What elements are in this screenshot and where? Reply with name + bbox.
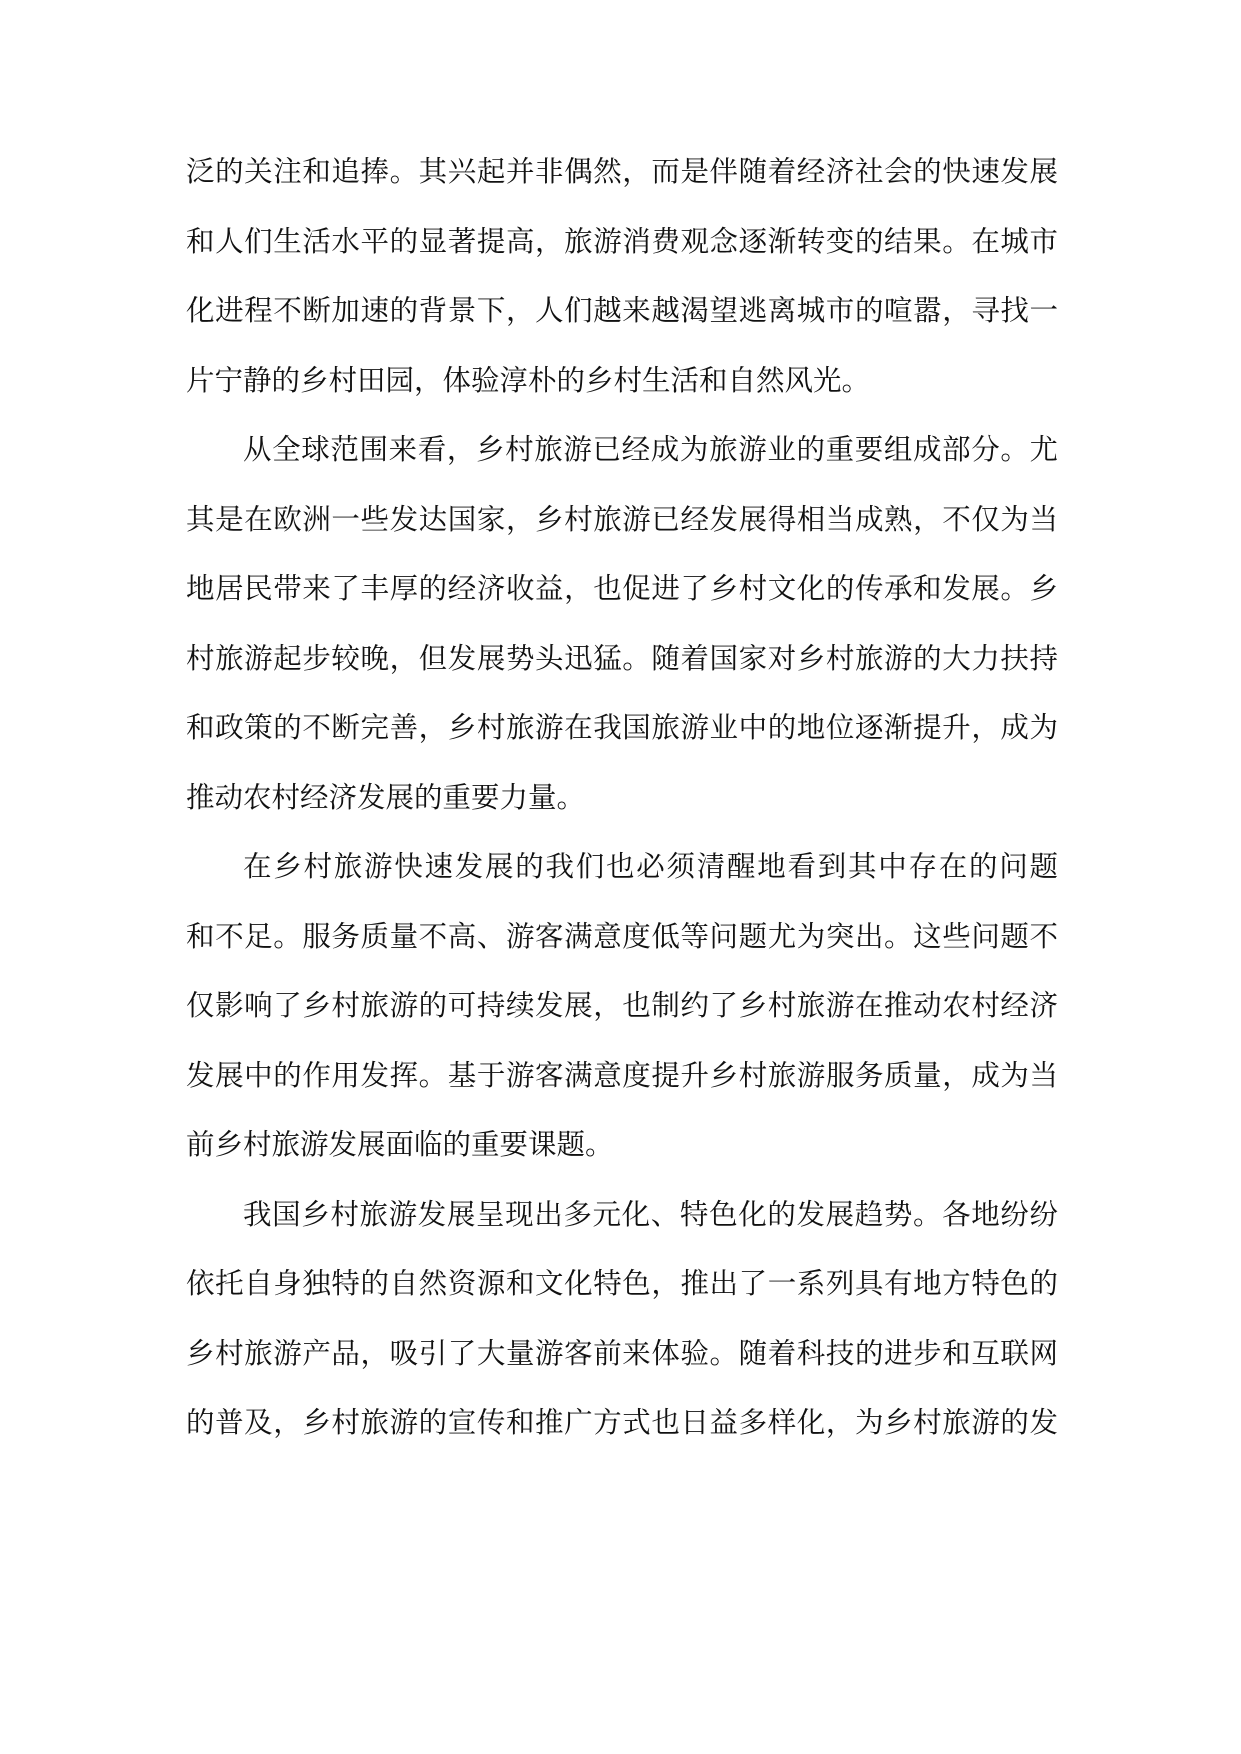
document-body [186, 137, 1058, 1458]
text-line: 泛的关注和追捧。其兴起并非偶然，而是伴随着经济社会的快速发展 [186, 155, 1058, 188]
text-line: 其是在欧洲一些发达国家，乡村旅游已经发展得相当成熟，不仅为当 [186, 502, 1058, 536]
text-line: 化进程不断加速的背景下，人们越来越渴望逃离城市的喧嚣，寻找一 [186, 294, 1058, 327]
text-line: 从全球范围来看，乡村旅游已经成为旅游业的重要组成部分。尤 [243, 433, 1058, 466]
text-line: 和不足。服务质量不高、游客满意度低等问题尤为突出。这些问题不 [186, 919, 1058, 953]
text-line: 我国乡村旅游发展呈现出多元化、特色化的发展趋势。各地纷纷 [243, 1197, 1058, 1231]
text-line: 仅影响了乡村旅游的可持续发展，也制约了乡村旅游在推动农村经济 [186, 989, 1058, 1022]
paragraph-3 [186, 832, 1058, 1180]
text-line: 推动农村经济发展的重要力量。 [186, 780, 586, 814]
text-line: 和政策的不断完善，乡村旅游在我国旅游业中的地位逐渐提升，成为 [186, 711, 1058, 744]
text-line: 和人们生活水平的显著提高，旅游消费观念逐渐转变的结果。在城市 [186, 224, 1058, 258]
text-line: 地居民带来了丰厚的经济收益，也促进了乡村文化的传承和发展。乡 [186, 572, 1058, 605]
text-line: 在乡村旅游快速发展的我们也必须清醒地看到其中存在的问题 [243, 850, 1058, 883]
text-line: 乡村旅游产品，吸引了大量游客前来体验。随着科技的进步和互联网 [186, 1336, 1058, 1370]
text-line: 片宁静的乡村田园，体验淳朴的乡村生活和自然风光。 [186, 363, 871, 397]
paragraph-2 [186, 415, 1058, 832]
text-line: 依托自身独特的自然资源和文化特色，推出了一系列具有地方特色的 [186, 1267, 1058, 1300]
text-line: 村旅游起步较晚，但发展势头迅猛。随着国家对乡村旅游的大力扶持 [186, 641, 1058, 675]
text-line: 的普及，乡村旅游的宣传和推广方式也日益多样化，为乡村旅游的发 [186, 1406, 1058, 1439]
paragraph-1 [186, 137, 1058, 415]
text-line: 前乡村旅游发展面临的重要课题。 [186, 1128, 614, 1161]
text-line: 发展中的作用发挥。基于游客满意度提升乡村旅游服务质量，成为当 [186, 1058, 1058, 1092]
paragraph-4 [186, 1180, 1058, 1458]
